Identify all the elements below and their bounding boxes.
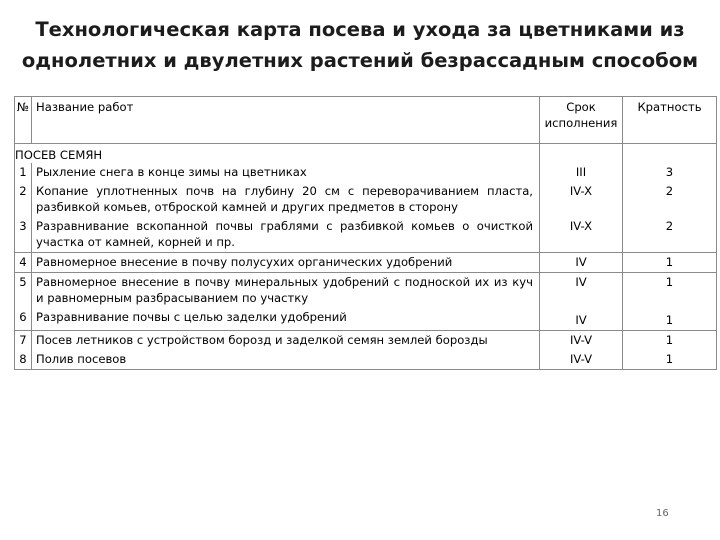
row-term: IV-V — [540, 331, 623, 351]
header-term-line1: Срок — [566, 100, 596, 114]
row-mult: 2 — [665, 219, 674, 233]
row-term: IV — [540, 253, 623, 273]
row-name: Равномерное внесение в почву полусухих органических удобрений — [32, 253, 540, 273]
row-name: Посев летников с устройством борозд и заделкой семян землей борозды — [32, 331, 540, 351]
row-term: III — [540, 163, 623, 182]
row-name: Полив посевов — [32, 350, 540, 370]
section-title: ПОСЕВ СЕМЯН — [15, 144, 540, 164]
row-name: Рыхление снега в конце зимы на цветниках — [32, 163, 540, 182]
header-term-line2: исполнения — [544, 116, 618, 130]
row-mult: 2 — [665, 184, 674, 198]
row-term: IV-X — [540, 182, 623, 217]
row-name: Копание уплотненных почв на глубину 20 см с переворачиванием пласта, разбивкой комьев, отброской камней и других предметов в сторону — [32, 182, 540, 217]
row-mult: 3 — [665, 165, 674, 179]
header-term — [540, 97, 623, 144]
header-multiplicity: Кратность — [623, 97, 717, 144]
header-name: Название работ — [32, 97, 540, 144]
table-row — [15, 350, 717, 370]
row-term: IV — [540, 308, 623, 331]
row-no: 8 — [15, 350, 32, 370]
page-number: 16 — [656, 508, 669, 519]
row-term: IV — [540, 273, 623, 309]
row-no: 5 — [15, 273, 32, 309]
tech-map-table — [14, 96, 717, 370]
row-no: 4 — [15, 253, 32, 273]
table-row — [15, 253, 717, 273]
row-no: 2 — [15, 182, 32, 217]
table-row — [15, 217, 717, 253]
table-row — [15, 308, 717, 331]
row-no: 6 — [15, 308, 32, 331]
table-row — [15, 182, 717, 217]
table-row — [15, 273, 717, 309]
row-name: Разравнивание вскопанной почвы граблями с разбивкой комьев о очисткой участка от камней, корней и пр. — [32, 217, 540, 253]
header-no: № — [15, 97, 32, 144]
section-row — [15, 144, 717, 164]
row-mult: 1 — [623, 253, 717, 273]
row-no: 3 — [15, 217, 32, 253]
row-mult: 1 — [665, 352, 674, 366]
row-mult: 1 — [623, 273, 717, 309]
row-no: 1 — [15, 163, 32, 182]
title-line-1: Технологическая карта посева и ухода за цветниками из — [35, 18, 685, 41]
row-term: IV-V — [540, 350, 623, 370]
row-mult: 1 — [623, 331, 717, 351]
row-name: Равномерное внесение в почву минеральных удобрений с подноской их из куч и равномерным разбрасыванием по участку — [32, 273, 540, 309]
row-term: IV-X — [540, 217, 623, 253]
table-row — [15, 163, 717, 182]
row-name: Разравнивание почвы с целью заделки удобрений — [32, 308, 540, 331]
table-row — [15, 331, 717, 351]
table-header-row — [15, 97, 717, 144]
row-mult: 1 — [665, 313, 674, 327]
title-line-2: однолетних и двулетних растений безрассадным способом — [21, 49, 699, 72]
row-no: 7 — [15, 331, 32, 351]
slide-title — [0, 14, 720, 76]
